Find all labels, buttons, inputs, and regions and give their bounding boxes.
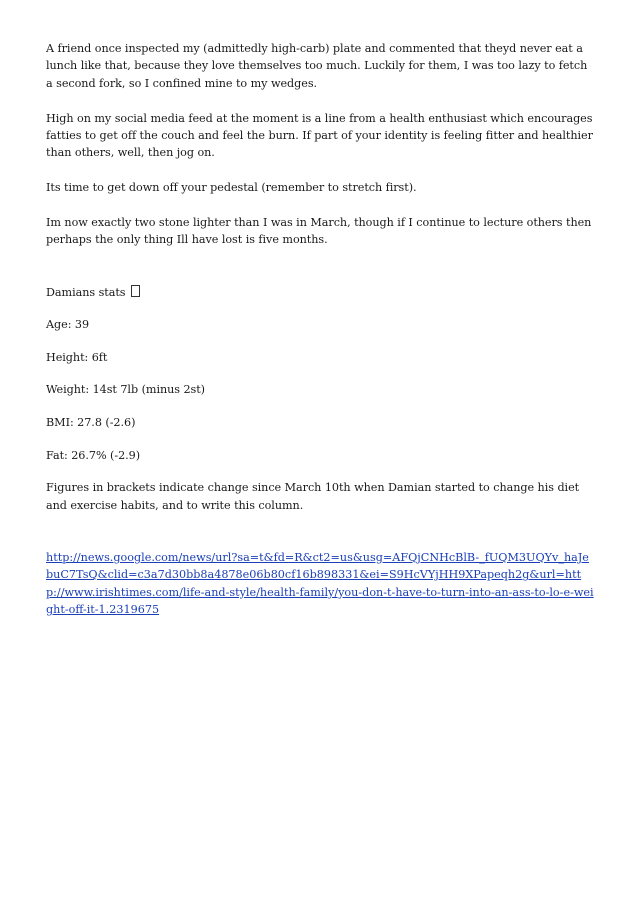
stat-weight: Weight: 14st 7lb (minus 2st): [46, 383, 205, 397]
stat-height: Height: 6ft: [46, 350, 108, 364]
stats-heading: [46, 284, 596, 301]
spacer: [46, 514, 596, 549]
article-paragraph-4: Im now exactly two stone lighter than I was in March, though if I continue to lecture others then perhaps the only thing Ill have lost is five months.: [46, 216, 592, 247]
missing-glyph-icon: [131, 285, 140, 297]
document-page: [46, 40, 596, 618]
stat-bmi: BMI: 27.8 (-2.6): [46, 416, 136, 429]
article-paragraph-1: A friend once inspected my (admittedly high-carb) plate and commented that theyd never eat a lunch like that, because they love themselves too much. Luckily for them, I was too lazy to fetch a second fork, so I confined mine to my wedges.: [46, 42, 588, 90]
stats-note: Figures in brackets indicate change since March 10th when Damian started to change his diet and exercise habits, and to write this column.: [46, 481, 580, 512]
stat-fat: Fat: 26.7% (-2.9): [46, 448, 141, 462]
spacer: [46, 249, 596, 284]
article-paragraph-3: Its time to get down off your pedestal (remember to stretch first).: [46, 181, 417, 195]
source-link[interactable]: http://news.google.com/news/url?sa=t&fd=R&ct2=us&usg=AFQjCNHcBlB-_fUQM3UQYv_haJebuC7TsQ&clid=c3a7d30bb8a4878e06b80cf16b898331&ei=S9HcVYjHH9XPapeqh2g&url=http://www.irishtimes.com/life-and-style/health-family/you-don-t-have-to-turn-into-an-ass-to-lo-e-weight-off-it-1.2319675: [46, 550, 594, 617]
stats-heading-text: Damians stats: [46, 285, 126, 299]
stat-age: Age: 39: [46, 318, 90, 332]
article-paragraph-2: High on my social media feed at the moment is a line from a health enthusiast which encourages fatties to get off the couch and feel the burn. If part of your identity is feeling fitter and healthier than others, well, then jog on.: [46, 111, 593, 160]
